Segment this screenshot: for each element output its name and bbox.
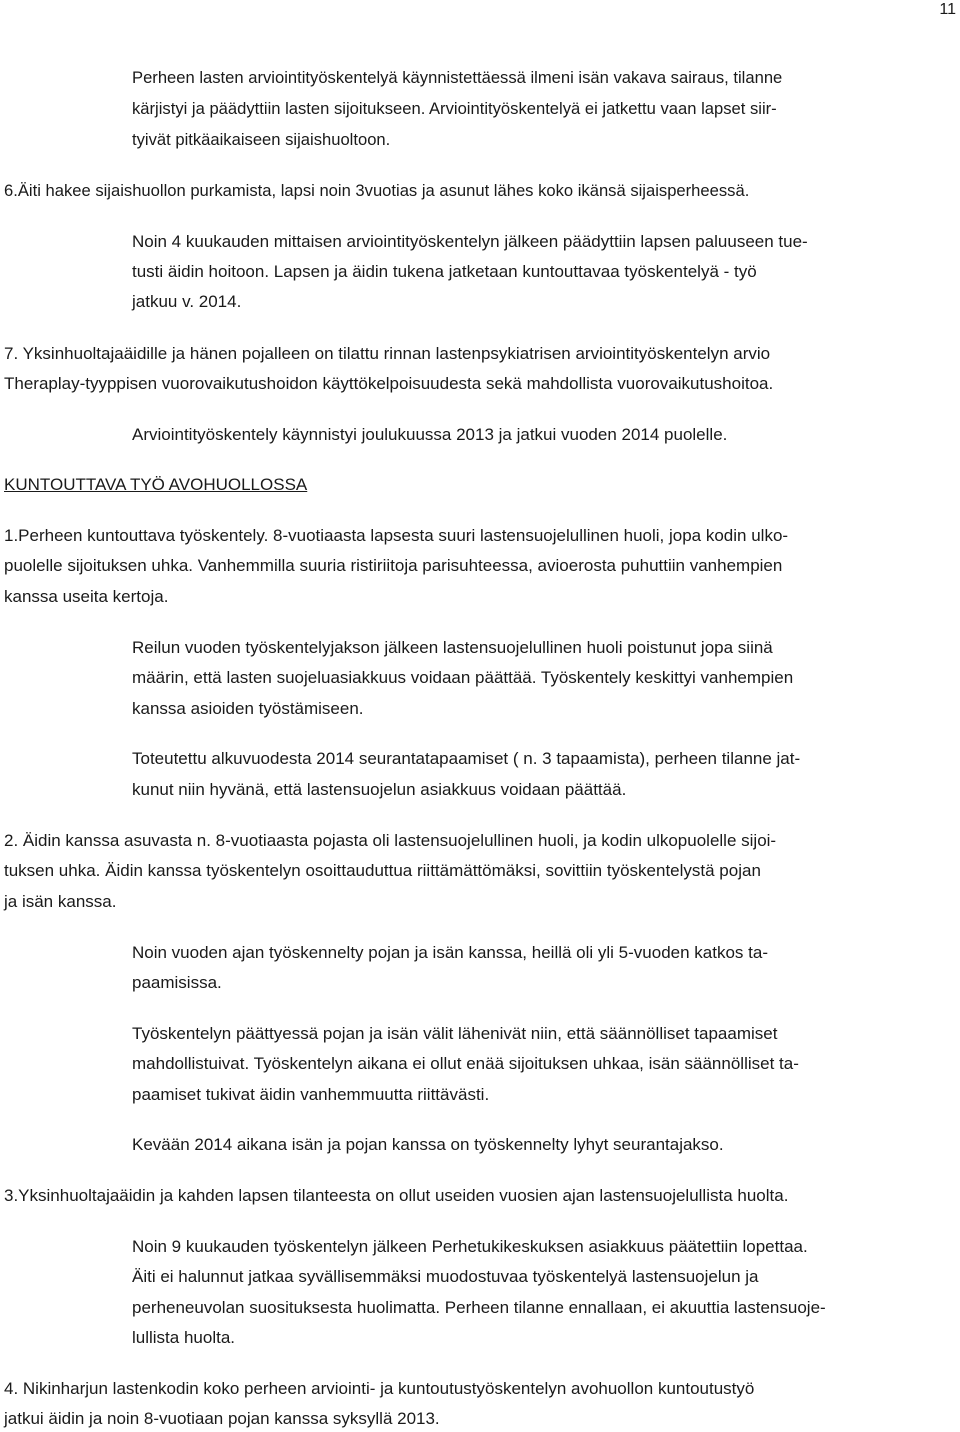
k2-detail1-line-2: paamisissa. [132, 973, 222, 992]
item7-line-1: 7. Yksinhuoltajaäidille ja hänen pojalleen on tilattu rinnan lastenpsykiatrisen arviointityöskentelyn arvio [4, 344, 771, 363]
para1-line-1: Perheen lasten arviointityöskentelyä käynnistettäessä ilmeni isän vakava sairaus, tilanne [132, 68, 783, 87]
k4-line-2: jatkui äidin ja noin 8-vuotiaan pojan kanssa syksyllä 2013. [4, 1409, 440, 1428]
k4-line-1: 4. Nikinharjun lastenkodin koko perheen arviointi- ja kuntoutustyöskentelyn avohuollon kuntoutustyö [4, 1379, 755, 1398]
k2-detail1-line-1: Noin vuoden ajan työskennelty pojan ja isän kanssa, heillä oli yli 5-vuoden katkos ta- [132, 943, 768, 962]
k2-line-3: ja isän kanssa. [4, 892, 117, 911]
k1-line-1: 1.Perheen kuntouttava työskentely. 8-vuotiaasta lapsesta suuri lastensuojelullinen huoli, jopa kodin ulko- [4, 526, 789, 545]
section-heading: KUNTOUTTAVA TYÖ AVOHUOLLOSSA [4, 475, 308, 494]
item7-detail: Arviointityöskentely käynnistyi joulukuussa 2013 ja jatkui vuoden 2014 puolelle. [132, 425, 728, 444]
k3-detail-line-1: Noin 9 kuukauden työskentelyn jälkeen Perhetukikeskuksen asiakkuus päätettiin lopettaa. [132, 1237, 808, 1256]
item6-detail-line-1: Noin 4 kuukauden mittaisen arviointityöskentelyn jälkeen päädyttiin lapsen paluuseen tue- [132, 232, 808, 251]
item6-detail-line-3: jatkuu v. 2014. [132, 292, 242, 311]
para1-line-2: kärjistyi ja päädyttiin lasten sijoitukseen. Arviointityöskentelyä ei jatkettu vaan lapset siir- [132, 99, 777, 118]
para1-line-3: tyivät pitkäaikaiseen sijaishuoltoon. [132, 130, 391, 149]
k3-line: 3.Yksinhuoltajaäidin ja kahden lapsen tilanteesta on ollut useiden vuosien ajan lastensuojelullista huolta. [4, 1186, 789, 1205]
k2-line-1: 2. Äidin kanssa asuvasta n. 8-vuotiaasta pojasta oli lastensuojelullinen huoli, ja kodin ulkopuolelle sijoi- [4, 831, 777, 850]
item7-line-2: Theraplay-tyyppisen vuorovaikutushoidon käyttökelpoisuudesta sekä mahdollista vuorovaikutushoitoa. [4, 374, 774, 393]
k1-detail2-line-2: kunut niin hyvänä, että lastensuojelun asiakkuus voidaan päättää. [132, 780, 627, 799]
k1-line-3: kanssa useita kertoja. [4, 587, 169, 606]
k3-detail-line-3: perheneuvolan suosituksesta huolimatta. Perheen tilanne ennallaan, ei akuuttia lastensuoje- [132, 1298, 826, 1317]
k2-detail2-line-2: mahdollistuivat. Työskentelyn aikana ei ollut enää sijoituksen uhkaa, isän säännölliset ta- [132, 1054, 799, 1073]
k1-detail1-line-1: Reilun vuoden työskentelyjakson jälkeen lastensuojelullinen huoli poistunut jopa siinä [132, 638, 773, 657]
k2-detail2-line-1: Työskentelyn päättyessä pojan ja isän välit lähenivät niin, että säännölliset tapaamiset [132, 1024, 778, 1043]
page-number: 11 [939, 1, 956, 18]
item6-detail-line-2: tusti äidin hoitoon. Lapsen ja äidin tukena jatketaan kuntouttavaa työskentelyä - työ [132, 262, 757, 281]
k2-detail2-line-3: paamiset tukivat äidin vanhemmuutta riittävästi. [132, 1085, 490, 1104]
k2-line-2: tuksen uhka. Äidin kanssa työskentelyn osoittauduttua riittämättömäksi, sovittiin työskentelystä pojan [4, 861, 761, 880]
item6-heading: 6.Äiti hakee sijaishuollon purkamista, lapsi noin 3vuotias ja asunut lähes koko ikänsä sijaisperheessä. [4, 181, 750, 200]
k3-detail-line-4: lullista huolta. [132, 1328, 236, 1347]
k2-detail3: Kevään 2014 aikana isän ja pojan kanssa on työskennelty lyhyt seurantajakso. [132, 1135, 724, 1154]
k1-detail1-line-3: kanssa asioiden työstämiseen. [132, 699, 364, 718]
k1-line-2: puolelle sijoituksen uhka. Vanhemmilla suuria ristiriitoja parisuhteessa, avioerosta puhuttiin vanhempien [4, 556, 783, 575]
k1-detail1-line-2: määrin, että lasten suojeluasiakkuus voidaan päättää. Työskentely keskittyi vanhempien [132, 668, 794, 687]
k3-detail-line-2: Äiti ei halunnut jatkaa syvällisemmäksi muodostuvaa työskentelyä lastensuojelun ja [132, 1267, 759, 1286]
k1-detail2-line-1: Toteutettu alkuvuodesta 2014 seurantatapaamiset ( n. 3 tapaamista), perheen tilanne jat- [132, 749, 801, 768]
